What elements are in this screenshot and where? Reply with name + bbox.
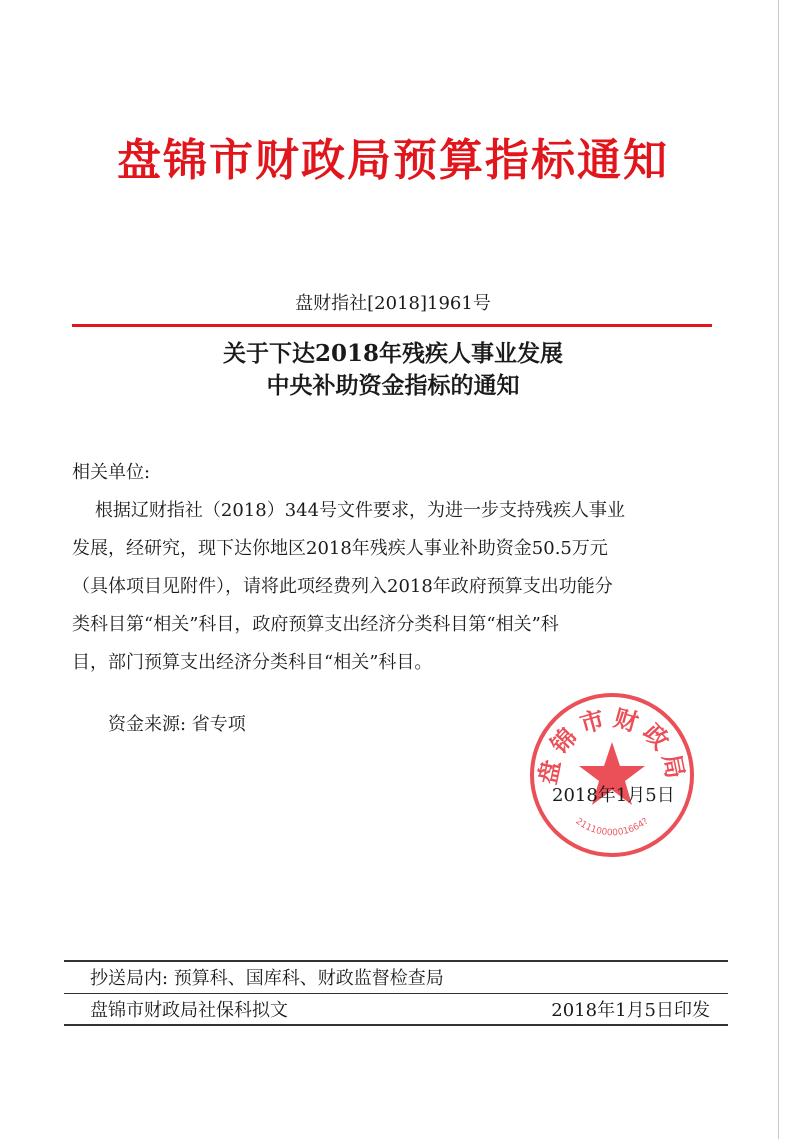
body-line: （具体项目见附件），请将此项经费列入2018年政府预算支出功能分 — [72, 576, 613, 597]
document-title: 盘锦市财政局预算指标通知 — [117, 135, 669, 186]
footer-top-rule — [64, 960, 728, 962]
body-line: 发展，经研究，现下达你地区2018年残疾人事业补助资金50.5万元 — [72, 538, 608, 559]
funding-source: 资金来源: 省专项 — [108, 714, 246, 735]
salutation: 相关单位: — [72, 462, 151, 483]
subtitle-line: 中央补助资金指标的通知 — [266, 372, 520, 399]
drafter-line: 盘锦市财政局社保科拟文 — [90, 1000, 288, 1021]
seal-number: 2111000001664? — [573, 816, 651, 839]
official-seal — [527, 690, 697, 860]
body-line: 目，部门预算支出经济分类科目“相关”科目。 — [72, 652, 433, 673]
body-line: 根据辽财指社（2018）344号文件要求，为进一步支持残疾人事业 — [72, 500, 626, 521]
footer-bottom-rule — [64, 1024, 728, 1026]
red-divider — [72, 324, 712, 327]
issue-date: 2018年1月5日印发 — [551, 1000, 710, 1021]
signature-date: 2018年1月5日 — [552, 785, 675, 806]
notice-subtitle — [0, 338, 786, 402]
footer-middle-rule — [64, 993, 728, 994]
body-line: 类科目第“相关”科目，政府预算支出经济分类科目第“相关”科 — [72, 614, 559, 635]
document-number: 盘财指社[2018]1961号 — [295, 293, 491, 314]
cc-recipients: 抄送局内: 预算科、国库科、财政监督检查局 — [90, 968, 444, 989]
seal-text: 盘锦市财政局 — [533, 703, 691, 787]
body-paragraph — [72, 492, 722, 682]
subtitle-line: 关于下达2018年残疾人事业发展 — [222, 340, 563, 367]
